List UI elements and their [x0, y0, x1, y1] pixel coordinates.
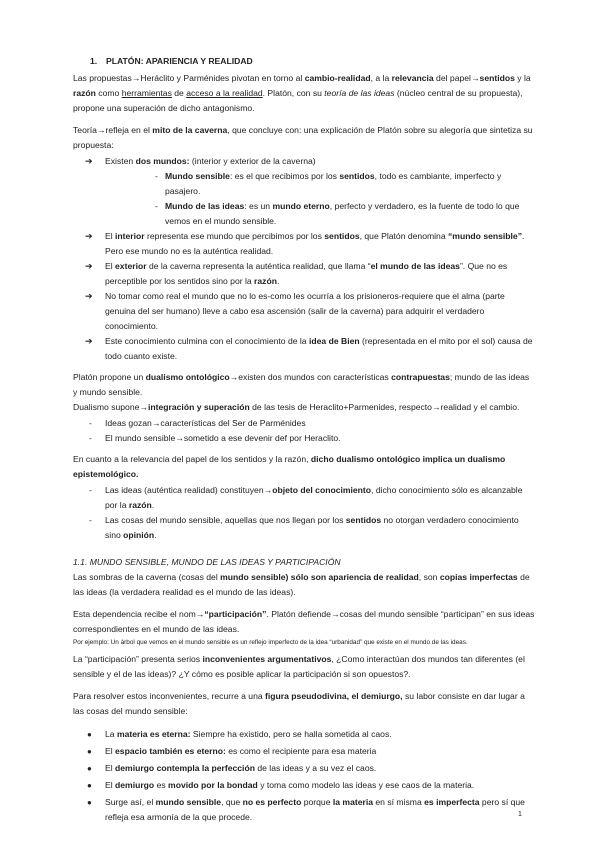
dash-bullet-icon: -	[89, 485, 92, 495]
dot-bullet-icon: ●	[87, 781, 92, 790]
paragraph-epistemology: En cuanto a la relevancia del papel de los sentidos y la razón, dicho dualismo ontológico implica un dualismo epistemológico.	[73, 454, 506, 479]
dot-bullet-icon: ●	[87, 730, 92, 739]
section-heading	[90, 54, 535, 69]
paragraph-shadows: Las sombras de la caverna (cosas del mundo sensible) sólo son apariencia de realidad, son copias imperfectas de las ideas (la verdadera realidad es el mundo de las ideas).	[73, 572, 530, 597]
list-item: ● El espacio también es eterno: es como el recipiente para esa materia	[73, 744, 535, 759]
dualism-list	[73, 416, 535, 446]
dot-bullet-icon: ●	[87, 764, 92, 773]
dot-bullet-icon: ●	[87, 798, 92, 807]
list-item: ➔ Existen dos mundos: (interior y exterior de la caverna) - Mundo sensible: es el que recibimos por los sentidos, todo es cambiante, imperfecto y pasajero. - Mundo de las ideas: es un mundo eterno, perfecto y verdadero, es la fuente de todo lo que vemos en el mundo sensible.	[73, 154, 535, 229]
arrow-bullet-icon: ➔	[85, 156, 93, 166]
list-item: - Mundo sensible: es el que recibimos por los sentidos, todo es cambiante, imperfecto y pasajero.	[155, 171, 502, 196]
paragraph-theory: Teoría→refleja en el mito de la caverna, que concluye con: una explicación de Platón sobre su alegoría que sintetiza su propuesta:	[73, 125, 533, 150]
arrow-bullet-icon: ➔	[85, 291, 93, 301]
epistemology-list	[73, 483, 535, 543]
paragraph-demiurge: Para resolver estos inconvenientes, recurre a una figura pseudodivina, el demiurgo, su labor consiste en dar lugar a las cosas del mundo sensible:	[73, 691, 525, 716]
paragraph-example: Por ejemplo: Un árbol que vemos en el mundo sensible es un reflejo imperfecto de la idea “urbanidad” que existe en el mundo de las ideas.	[73, 639, 468, 646]
demiurge-list	[73, 727, 535, 825]
dash-bullet-icon: -	[155, 171, 158, 181]
subsection-heading: 1.1. MUNDO SENSIBLE, MUNDO DE LAS IDEAS Y PARTICIPACIÓN	[73, 557, 341, 567]
paragraph-dualism: Platón propone un dualismo ontológico→existen dos mundos con características contrapuestas; mundo de las ideas y mundo sensible.	[73, 372, 530, 397]
dash-bullet-icon: -	[89, 418, 92, 428]
list-item: ➔ Este conocimiento culmina con el conocimiento de la idea de Bien (representada en el mito por el sol) causa de todo cuanto existe.	[85, 336, 533, 361]
paragraph-intro: Las propuestas→Heráclito y Parménides pivotan en torno al cambio-realidad, a la relevancia del papel→sentidos y la razón como herramientas de acceso a la realidad. Platón, con su teoría de las ideas (núcleo central de su propuesta), propone una superación de dicho antagonismo.	[73, 73, 531, 113]
list-item: ➔ El exterior de la caverna representa la auténtica realidad, que llama “el mundo de las ideas”. Que no es perceptible por los sentidos sino por la razón.	[85, 261, 508, 286]
page-number: 1	[518, 811, 522, 818]
arrow-bullet-icon: ➔	[85, 231, 93, 241]
two-worlds-sublist	[105, 169, 535, 229]
arrow-bullet-icon: ➔	[85, 261, 93, 271]
list-item: - Las cosas del mundo sensible, aquellas que nos llegan por los sentidos no otorgan verdadero conocimiento sino opinión.	[89, 515, 519, 540]
list-item: ➔ El interior representa ese mundo que percibimos por los sentidos, que Platón denomina “mundo sensible”. Pero ese mundo no es la auténtica realidad.	[85, 231, 525, 256]
list-item: - Mundo de las ideas: es un mundo eterno, perfecto y verdadero, es la fuente de todo lo que vemos en el mundo sensible.	[155, 201, 520, 226]
document-body	[73, 54, 535, 831]
arrow-bullet-icon: ➔	[85, 336, 93, 346]
list-item: ➔ No tomar como real el mundo que no lo es-como les ocurría a los prisioneros-requiere que el alma (parte genuina del ser humano) lleve a cabo esa ascensión (salir de la caverna) para adquirir el verdadero conocimiento.	[85, 291, 505, 331]
paragraph-problems: La “participación” presenta serios inconvenientes argumentativos, ¿Como interactúan dos mundos tan diferentes (el sensible y el de las ideas)? ¿Y cómo es posible aplicar la participación si son opuestos?.	[73, 654, 525, 679]
cave-myth-list	[73, 154, 535, 364]
list-item: - El mundo sensible→sometido a ese devenir def por Heraclito.	[73, 431, 535, 446]
list-item: ● El demiurgo es movido por la bondad y toma como modelo las ideas y ese caos de la materia.	[73, 778, 535, 793]
paragraph-participation: Esta dependencia recibe el nom→“participación”. Platón defiende→cosas del mundo sensible “participan” en sus ideas correspondientes en el mundo de las ideas.	[73, 609, 535, 634]
list-item: - Ideas gozan→características del Ser de Parménides	[73, 416, 535, 431]
list-item: ● El demiurgo contempla la perfección de las ideas y a su vez el caos.	[73, 761, 535, 776]
section-number: 1.	[90, 56, 98, 66]
dot-bullet-icon: ●	[87, 747, 92, 756]
list-item: ● Surge así, el mundo sensible, que no es perfecto porque la materia en sí misma es imperfecta pero sí que refleja esa armonía de la que procede.	[87, 797, 525, 822]
section-title: PLATÓN: APARIENCIA Y REALIDAD	[106, 56, 253, 66]
dash-bullet-icon: -	[89, 433, 92, 443]
dash-bullet-icon: -	[155, 201, 158, 211]
dash-bullet-icon: -	[89, 515, 92, 525]
list-item: - Las ideas (auténtica realidad) constituyen→objeto del conocimiento, dicho conocimiento sólo es alcanzable por la razón.	[89, 485, 523, 510]
list-item: ● La materia es eterna: Siempre ha existido, pero se halla sometida al caos.	[73, 727, 535, 742]
paragraph-dualism-integration: Dualismo supone→integración y superación de las tesis de Heraclito+Parmenides, respecto→realidad y el cambio.	[73, 402, 520, 412]
